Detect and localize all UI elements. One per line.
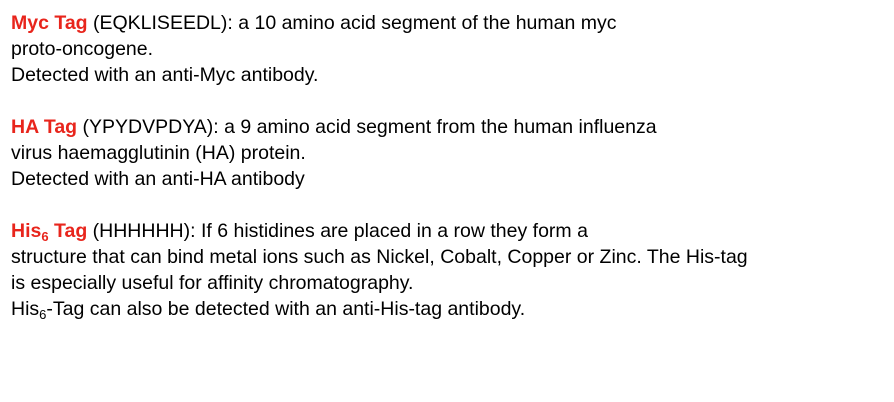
his-last-pre: His bbox=[11, 298, 40, 320]
ha-tag-label: HA Tag bbox=[11, 116, 78, 138]
his-line-4 bbox=[11, 296, 891, 322]
ha-line-3: Detected with an anti-HA antibody bbox=[11, 168, 305, 190]
his-line-3: is especially useful for affinity chromatography. bbox=[11, 272, 414, 294]
ha-description-1: (YPYDVPDYA): a 9 amino acid segment from the human influenza bbox=[77, 116, 657, 138]
his-tag-paragraph bbox=[11, 218, 891, 322]
his-tag-label bbox=[11, 220, 87, 242]
ha-tag-paragraph bbox=[11, 114, 891, 192]
his-line-2: structure that can bind metal ions such as Nickel, Cobalt, Copper or Zinc. The His-tag bbox=[11, 246, 748, 268]
ha-line-2: virus haemagglutinin (HA) protein. bbox=[11, 142, 306, 164]
myc-tag-paragraph bbox=[11, 10, 891, 88]
myc-line-3: Detected with an anti-Myc antibody. bbox=[11, 64, 319, 86]
myc-line-2: proto-oncogene. bbox=[11, 38, 154, 60]
myc-description-1: (EQKLISEEDL): a 10 amino acid segment of the human myc bbox=[87, 12, 617, 34]
his-description-1: (HHHHHH): If 6 histidines are placed in a row they form a bbox=[87, 220, 588, 242]
document-body bbox=[11, 10, 891, 348]
his-tag-label-subscript: 6 bbox=[41, 229, 49, 244]
myc-tag-label: Myc Tag bbox=[11, 12, 88, 34]
his-last-subscript: 6 bbox=[39, 307, 47, 322]
his-last-post: -Tag can also be detected with an anti-His-tag antibody. bbox=[46, 298, 526, 320]
his-tag-label-pre: His bbox=[11, 220, 42, 242]
ha-line-1 bbox=[11, 114, 891, 140]
his-tag-label-post: Tag bbox=[48, 220, 88, 242]
his-line-1 bbox=[11, 218, 891, 244]
myc-line-1 bbox=[11, 10, 891, 36]
